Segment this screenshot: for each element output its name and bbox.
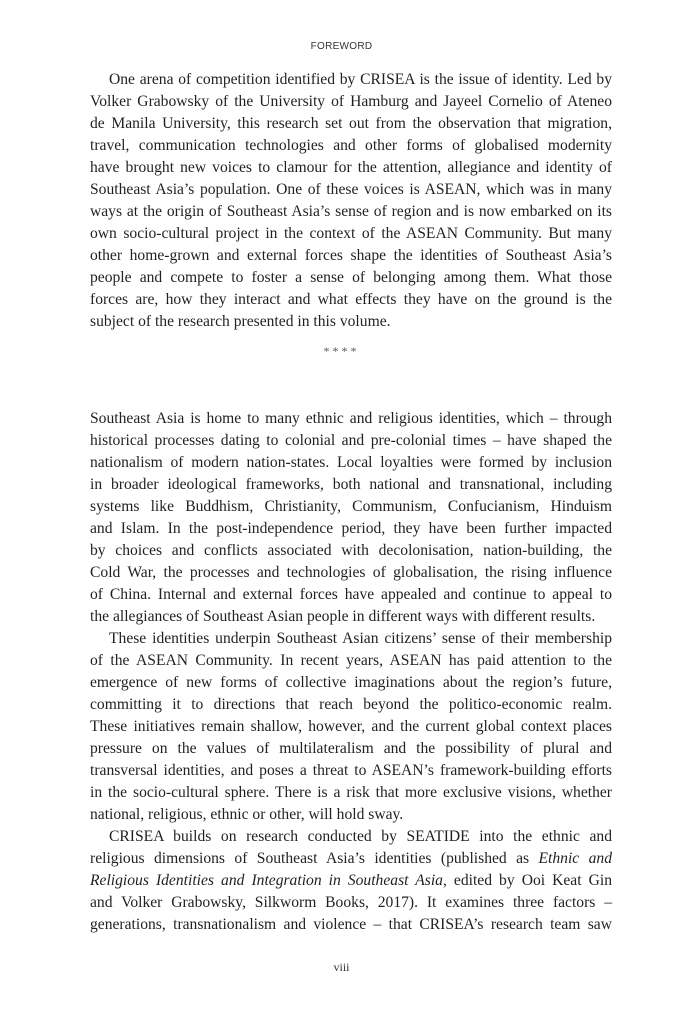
text-line: These identities underpin Southeast Asian citizens’ sense of their membership <box>109 630 612 647</box>
text-line: emergence of new forms of collective imaginations about the region’s future, <box>90 674 612 691</box>
text-line: have brought new voices to clamour for the attention, allegiance and identity of <box>90 159 612 176</box>
text-line: own socio-cultural project in the context of the ASEAN Community. But many <box>90 225 612 242</box>
text-line: Southeast Asia is home to many ethnic and religious identities, which – through <box>90 410 612 427</box>
page-number: viii <box>333 960 350 974</box>
text-line: and Islam. In the post-independence period, they have been further impacted <box>90 520 612 537</box>
text-run: religious dimensions of Southeast Asia’s identities (published as <box>90 850 539 867</box>
text-line: national, religious, ethnic or other, will hold sway. <box>90 806 404 823</box>
text-line: committing it to directions that reach beyond the politico-economic realm. <box>90 696 612 713</box>
section-separator: **** <box>323 344 360 358</box>
text-line: Southeast Asia’s population. One of these voices is ASEAN, which was in many <box>90 181 612 198</box>
text-line <box>90 848 612 870</box>
text-line: nationalism of modern nation-states. Local loyalties were formed by inclusion <box>90 454 612 471</box>
text-line: of China. Internal and external forces have appealed and continue to appeal to <box>90 586 612 603</box>
text-line: by choices and conflicts associated with decolonisation, nation-building, the <box>90 542 612 559</box>
text-line: generations, transnationalism and violence – that CRISEA’s research team saw <box>90 916 612 933</box>
text-line: in the socio-cultural sphere. There is a risk that more exclusive visions, whether <box>90 784 612 801</box>
text-line: These initiatives remain shallow, however, and the current global context places <box>90 718 612 735</box>
text-line: people and compete to foster a sense of belonging among them. What those <box>90 269 612 286</box>
text-line: of the ASEAN Community. In recent years, ASEAN has paid attention to the <box>90 652 612 669</box>
text-line: historical processes dating to colonial and pre-colonial times – have shaped the <box>90 432 612 449</box>
text-line: de Manila University, this research set out from the observation that migration, <box>90 115 612 132</box>
text-line: pressure on the values of multilateralism and the possibility of plural and <box>90 740 612 757</box>
text-run: , edited by Ooi Keat Gin <box>442 872 612 889</box>
text-line: travel, communication technologies and other forms of globalised modernity <box>90 137 612 154</box>
text-line: transversal identities, and poses a threat to ASEAN’s framework-building efforts <box>90 762 612 779</box>
book-title-italic: Ethnic and <box>538 850 612 867</box>
text-line: Volker Grabowsky of the University of Hamburg and Jayeel Cornelio of Ateneo <box>90 93 612 110</box>
text-line <box>90 870 612 892</box>
text-line: One arena of competition identified by CRISEA is the issue of identity. Led by <box>109 71 612 88</box>
text-line: other home-grown and external forces shape the identities of Southeast Asia’s <box>90 247 612 264</box>
text-line: subject of the research presented in this volume. <box>90 313 391 330</box>
text-line: and Volker Grabowsky, Silkworm Books, 2017). It examines three factors – <box>90 894 612 911</box>
text-line: CRISEA builds on research conducted by SEATIDE into the ethnic and <box>109 828 612 845</box>
text-line: ways at the origin of Southeast Asia’s sense of region and is now embarked on its <box>90 203 612 220</box>
text-line: Cold War, the processes and technologies of globalisation, the rising influence <box>90 564 612 581</box>
body-paragraph-1 <box>90 408 612 628</box>
body-paragraph-2 <box>90 628 612 826</box>
text-line: systems like Buddhism, Christianity, Communism, Confucianism, Hinduism <box>90 498 612 515</box>
book-title-italic: Religious Identities and Integration in Southeast Asia <box>90 872 443 889</box>
text-line: the allegiances of Southeast Asian people in different ways with different results. <box>90 608 596 625</box>
text-line: in broader ideological frameworks, both national and transnational, including <box>90 476 612 493</box>
text-line: forces are, how they interact and what effects they have on the ground is the <box>90 291 612 308</box>
running-header: FOREWORD <box>310 41 373 52</box>
body-paragraph-3 <box>90 826 612 936</box>
intro-paragraph <box>90 69 612 333</box>
